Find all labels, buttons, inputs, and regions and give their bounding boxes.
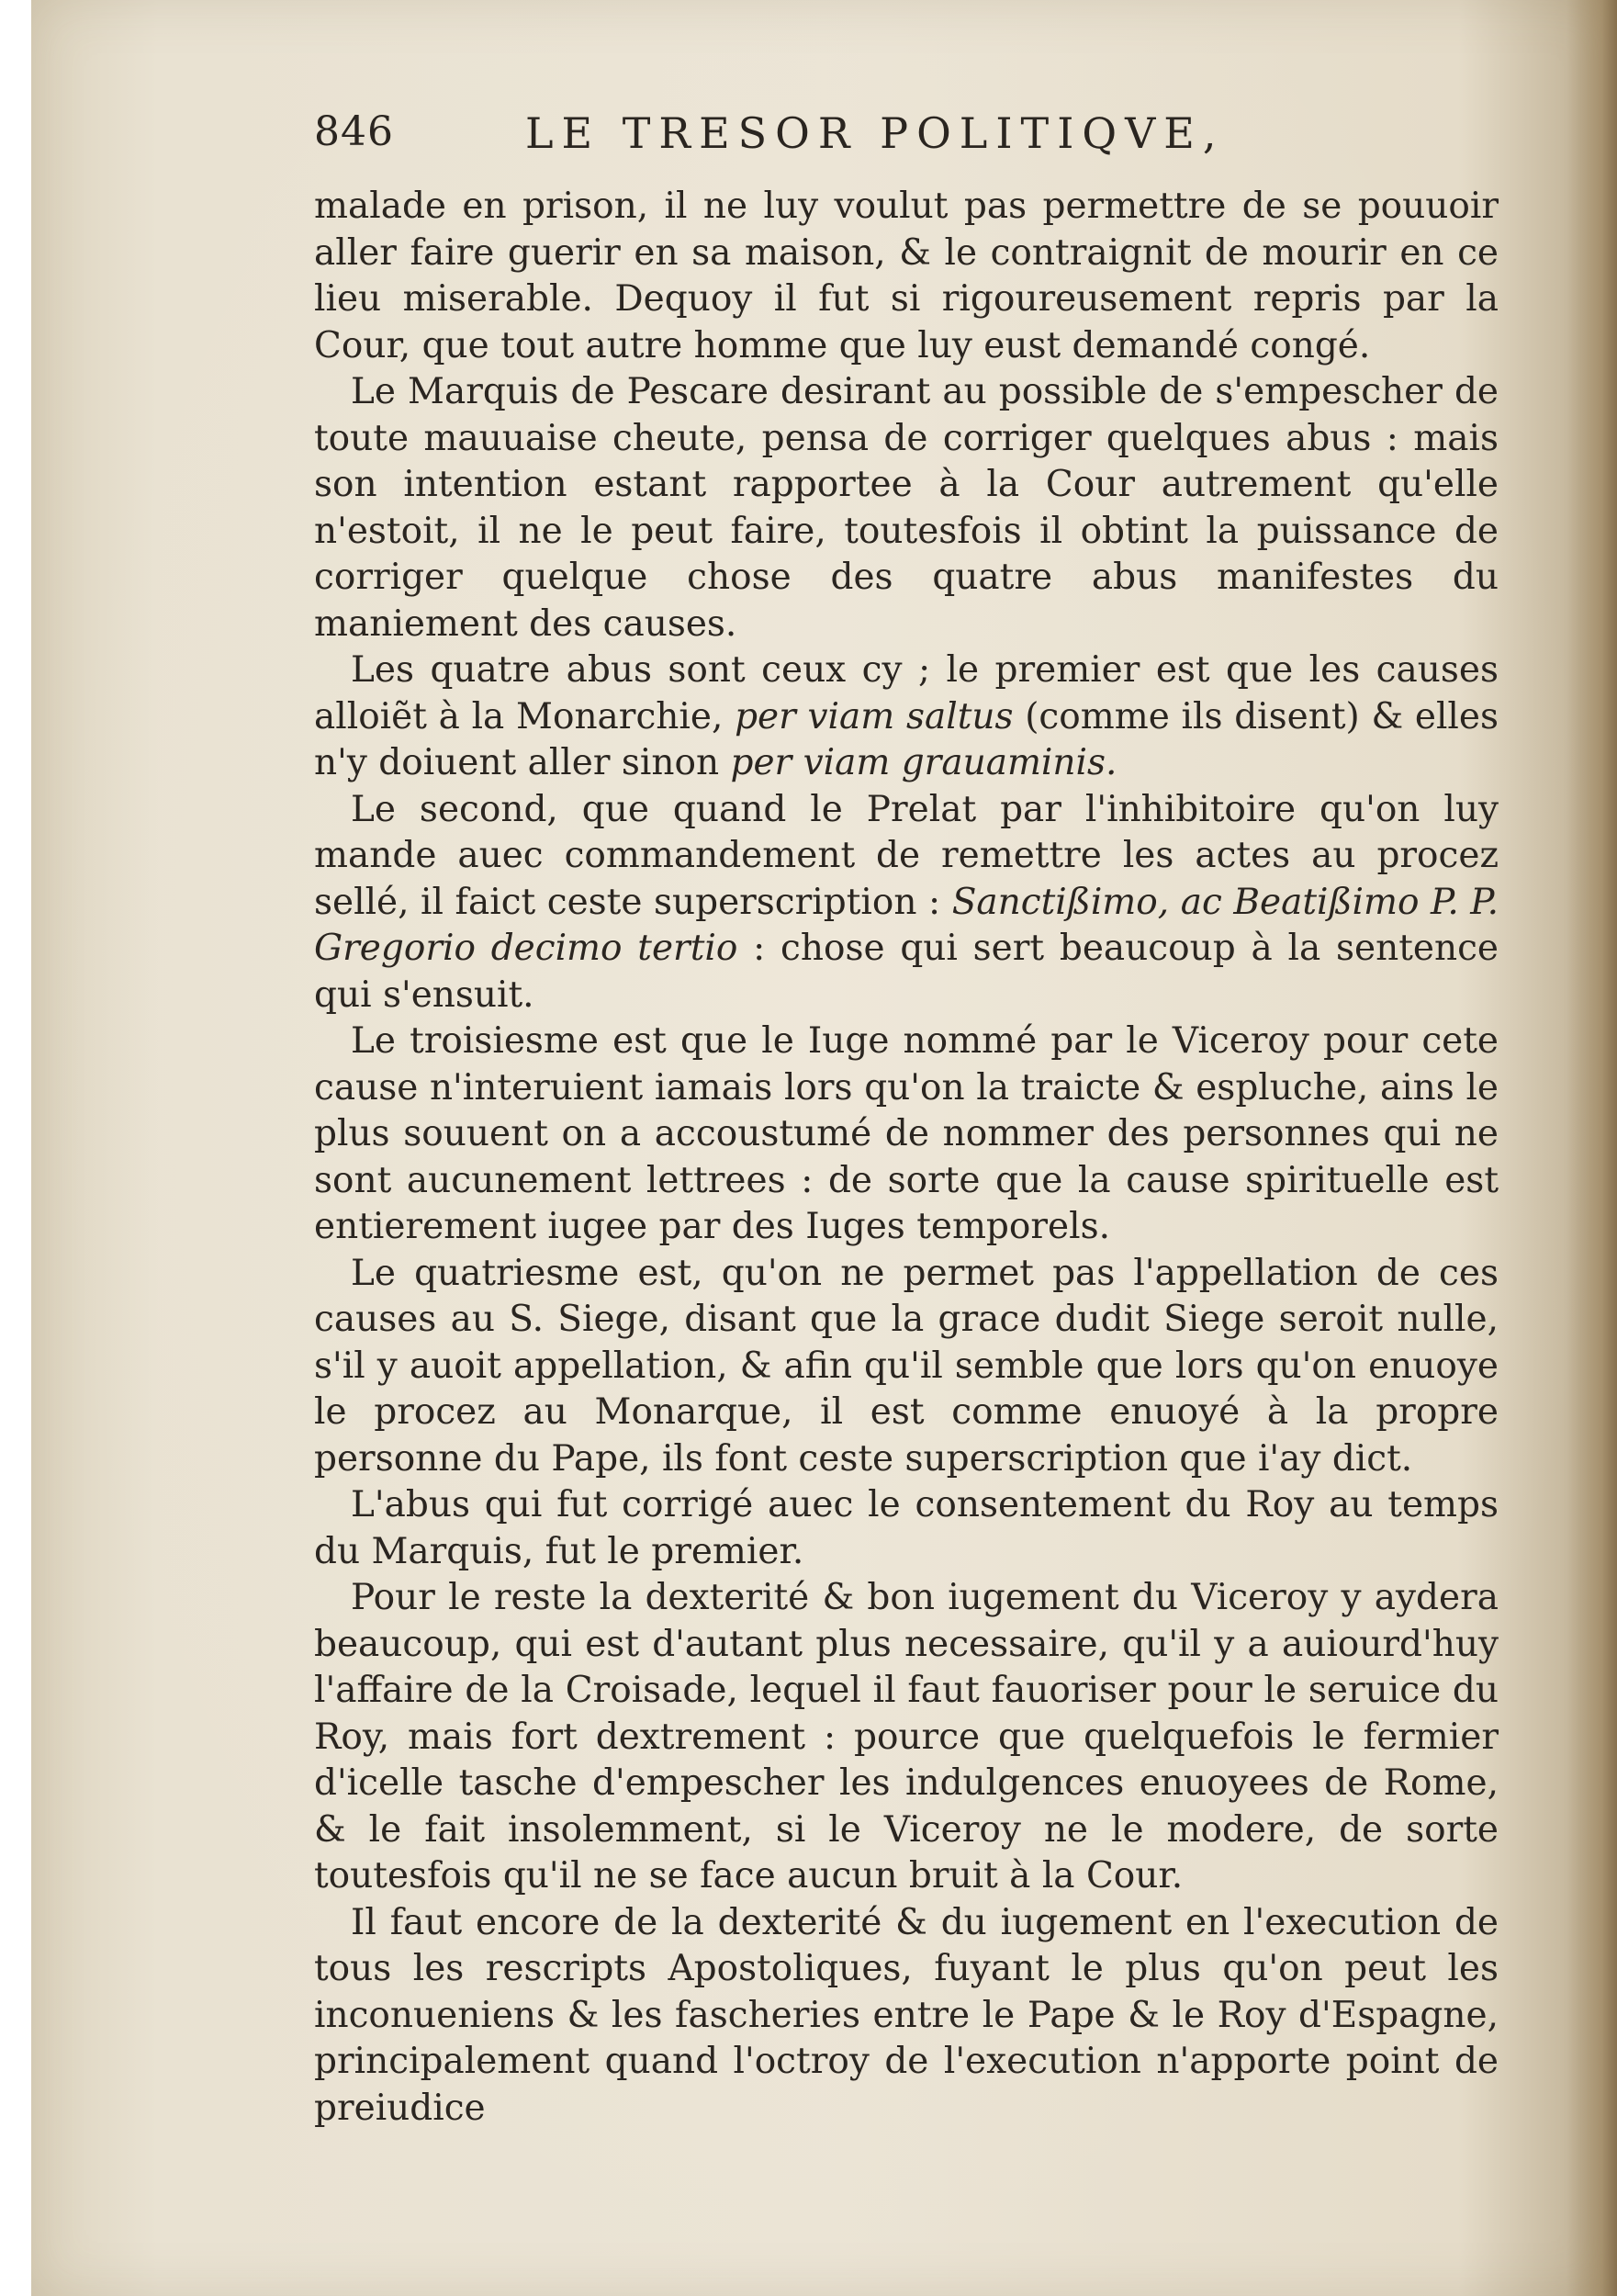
page-content [314,108,1499,2132]
paragraph-8: Pour le reste la dexterité & bon iugement du Viceroy y aydera beaucoup, qui est d'autant plus necessaire, qu'il y a auiourd'huy l'affaire de la Croisade, lequel il faut fauoriser pour le seruice du Roy, mais fort dextrement : pource que quelquefois le fermier d'icelle tasche d'empescher les indulgences enuoyees de Rome, & le fait insolemment, si le Viceroy ne le modere, de sorte toutesfois qu'il ne se face aucun bruit à la Cour. [314,1577,1499,1896]
page-number: 846 [314,108,394,155]
page-edge-shadow [1566,0,1617,2296]
paragraph-4 [314,787,1499,1019]
latin-phrase-per-viam-grauaminis: per viam grauaminis. [730,742,1117,783]
paragraph-9: Il faut encore de la dexterité & du iugement en l'execution de tous les rescripts Apostoliques, fuyant le plus qu'on peut les inconueniens & les fascheries entre le Pape & le Roy d'Espagne, principalement quand l'octroy de l'execution n'apporte point de preiudice [314,1901,1499,2129]
paragraph-7: L'abus qui fut corrigé auec le consentement du Roy au temps du Marquis, fut le premier. [314,1484,1499,1572]
paragraph-2: Le Marquis de Pescare desirant au possible de s'empescher de toute mauuaise cheute, pensa de corriger quelques abus : mais son intention estant rapportee à la Cour autrement qu'elle n'estoit, il ne le peut faire, toutesfois il obtint la puissance de corriger quelque chose des quatre abus manifestes du maniement des causes. [314,371,1499,645]
paragraph-4-text-a: Le second, que quand le Prelat par l'inhibitoire qu'on luy mande auec commandement de remettre les actes au procez sellé, il faict ceste superscription : [314,788,1499,923]
paragraph-3-text-a: Les quatre abus sont ceux cy ; le premier est que les causes alloiẽt à la Monarchie, [314,649,1499,737]
body-text [314,184,1499,2132]
paragraph-3-text-c: (comme ils disent) & elles n'y doiuent aller sinon [314,695,1499,783]
book-page [31,0,1617,2296]
paragraph-5: Le troisiesme est que le Iuge nommé par le Viceroy pour cete cause n'interuient iamais lors qu'on la traicte & espluche, ains le plus souuent on a accoustumé de nommer des personnes qui ne sont aucunement lettrees : de sorte que la cause spirituelle est entierement iugee par des Iuges temporels. [314,1020,1499,1247]
paragraph-4-text-c: : chose qui sert beaucoup à la sentence qui s'ensuit. [314,928,1499,1016]
paragraph-3 [314,647,1499,787]
running-title: LE TRESOR POLITIQVE, [525,108,1225,158]
latin-phrase-per-viam-saltus: per viam saltus [735,695,1014,737]
latin-superscription: Sanctißimo, ac Beatißimo P. P. Gregorio decimo tertio [314,881,1499,969]
paragraph-6: Le quatriesme est, qu'on ne permet pas l'appellation de ces causes au S. Siege, disant que la grace dudit Siege seroit nulle, s'il y auoit appellation, & afin qu'il semble que lors qu'on enuoye le procez au Monarque, il est comme enuoyé à la propre personne du Pape, ils font ceste superscription que i'ay dict. [314,1252,1499,1480]
page-header [314,108,1499,173]
paragraph-1: malade en prison, il ne luy voulut pas permettre de se pouuoir aller faire guerir en sa maison, & le contraignit de mourir en ce lieu miserable. Dequoy il fut si rigoureusement repris par la Cour, que tout autre homme que luy eust demandé congé. [314,186,1499,366]
